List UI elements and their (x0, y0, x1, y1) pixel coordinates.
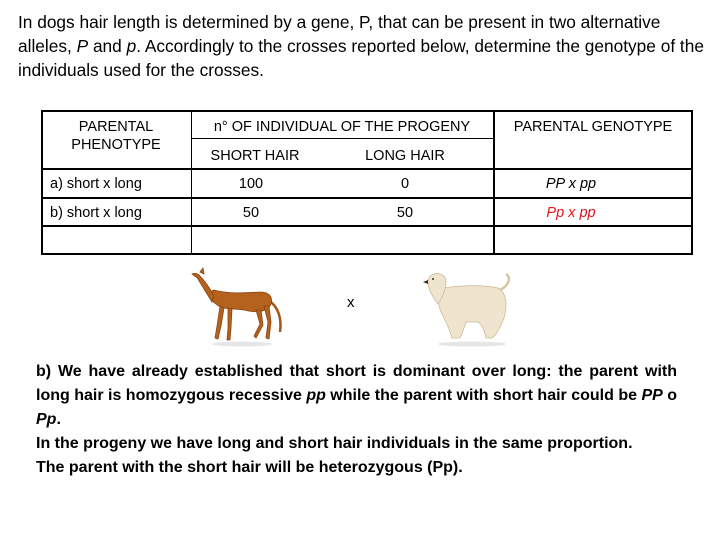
long-haired-dog-image (420, 266, 520, 348)
explanation-text-1a: b) We have already established that short is dominant over long: the parent with long hair is homozygous recessive (36, 363, 677, 404)
explanation-text-1g: . (56, 411, 61, 428)
row-b-long-count: 50 (396, 205, 414, 221)
header-parental-genotype: PARENTAL GENOTYPE (513, 119, 673, 135)
intro-text-part2: and (88, 36, 127, 56)
genotype-Pp-italic: Pp (36, 411, 57, 428)
row-a-genotype: PP x pp (545, 176, 597, 192)
header-progeny-count: n° OF INDIVIDUAL OF THE PROGENY (213, 119, 471, 135)
table-subheader-line (191, 138, 493, 139)
genotype-pp-italic: pp (306, 387, 326, 404)
explanation-text-1c: while the parent with short hair could be (325, 387, 642, 404)
explanation-text-1e: o (662, 387, 678, 404)
row-a-short-count: 100 (238, 176, 264, 192)
table-row-b-bottom-line (41, 225, 693, 227)
allele-dominant: P (76, 36, 89, 56)
row-a-long-count: 0 (400, 176, 410, 192)
table-row-a-bottom-line (41, 197, 693, 199)
explanation-paragraph-2: In the progeny we have long and short hair individuals in the same proportion. (36, 435, 633, 452)
header-parental-phenotype: PARENTAL PHENOTYPE (71, 119, 161, 153)
table-border-left (41, 110, 43, 255)
table-border-bottom (41, 253, 693, 255)
explanation-block (36, 360, 677, 480)
row-b-short-count: 50 (242, 205, 260, 221)
genotype-PP-italic: PP (641, 387, 663, 404)
explanation-paragraph-3: The parent with the short hair will be heterozygous (Pp). (36, 459, 463, 476)
intro-text-part1: In dogs hair length is determined by a gene, P, that can be present in two alternative alleles, (18, 12, 661, 56)
cross-symbol: x (347, 294, 355, 311)
short-haired-dog-image (190, 266, 290, 348)
row-a-phenotype: a) short x long (50, 176, 142, 192)
table-border-right (691, 110, 693, 255)
table-header-bottom-line (41, 168, 693, 170)
row-b-genotype: Pp x pp (546, 205, 596, 221)
row-b-phenotype: b) short x long (50, 205, 142, 221)
explanation-paragraph-1 (36, 360, 677, 432)
header-long-hair: LONG HAIR (365, 148, 445, 164)
table-border-top (41, 110, 693, 112)
header-short-hair: SHORT HAIR (210, 148, 300, 164)
crosses-table (41, 110, 693, 255)
allele-recessive: p (126, 36, 137, 56)
intro-text-part3: . Accordingly to the crosses reported below, determine the genotype of the individuals used for the crosses. (18, 36, 704, 80)
intro-paragraph (18, 10, 708, 82)
